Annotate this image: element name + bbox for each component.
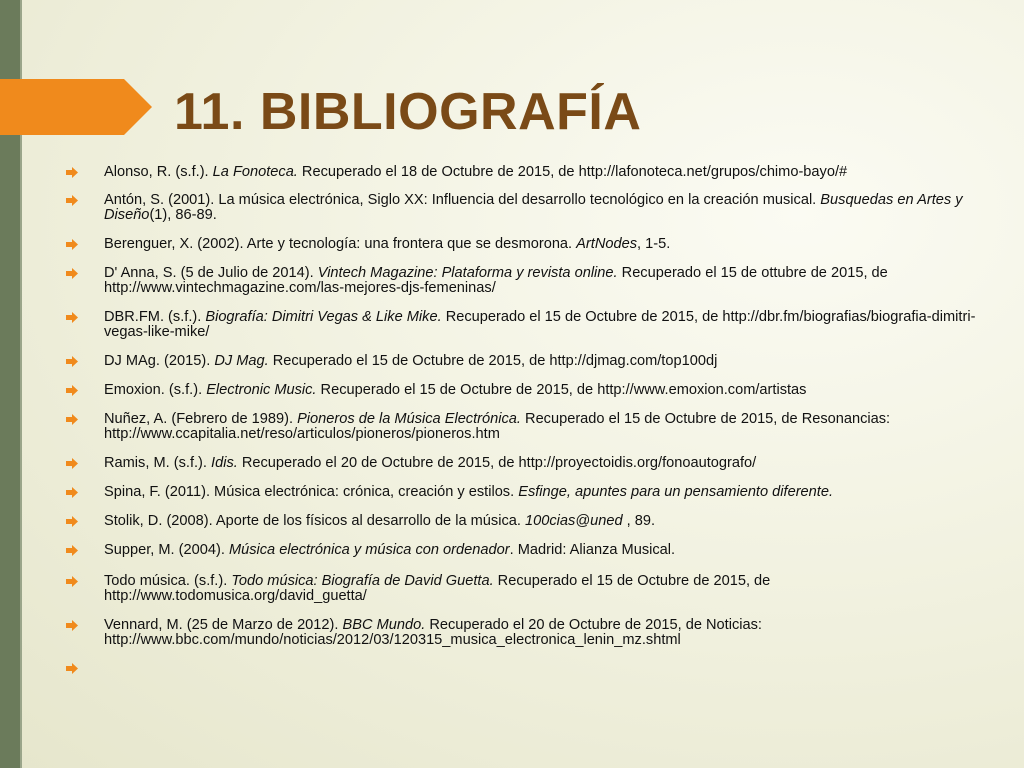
entry-italic-segment: Pioneros de la Música Electrónica. xyxy=(297,411,521,427)
entry-segment: Recuperado el 15 de Octubre de 2015, de http://djmag.com/top100dj xyxy=(268,353,718,369)
entry-text xyxy=(104,383,1004,398)
entry-segment: , 1-5. xyxy=(637,236,671,252)
entry-text xyxy=(104,193,1004,223)
entry-italic-segment: Biografía: Dimitri Vegas & Like Mike. xyxy=(205,309,442,325)
right-arrow-bullet-icon xyxy=(66,663,78,674)
entry-segment: D' Anna, S. (5 de Julio de 2014). xyxy=(104,265,318,281)
right-arrow-bullet-icon xyxy=(66,385,78,396)
bibliography-entry xyxy=(104,574,1004,604)
right-arrow-bullet-icon xyxy=(66,620,78,631)
entry-italic-segment: Busquedas en Artes y Diseño xyxy=(104,192,963,223)
right-arrow-bullet-icon xyxy=(66,239,78,250)
entry-segment: , 89. xyxy=(622,513,656,529)
bibliography-entry xyxy=(104,383,1004,398)
entry-italic-segment: Música electrónica y música con ordenador xyxy=(228,542,510,558)
entry-italic-segment: La Fonoteca. xyxy=(212,164,298,180)
right-arrow-bullet-icon xyxy=(66,487,78,498)
entry-text xyxy=(104,237,1004,252)
bibliography-entry xyxy=(104,456,1004,471)
slide-title: 11. BIBLIOGRAFÍA xyxy=(174,83,642,141)
entry-italic-segment: Electronic Music. xyxy=(206,382,317,398)
entry-segment: Stolik, D. (2008). Aporte de los físicos al desarrollo de la música. xyxy=(104,513,525,529)
entry-segment: (1), 86-89. xyxy=(149,207,217,223)
entry-segment: Recuperado el 15 de ottubre de 2015, de http://www.vintechmagazine.com/las-mejores-djs-femeninas/ xyxy=(104,265,888,296)
bibliography-entry xyxy=(104,485,1004,500)
entry-segment: DJ MAg. (2015). xyxy=(104,353,215,369)
entry-segment: Recuperado el 15 de Octubre de 2015, de http://www.emoxion.com/artistas xyxy=(316,382,807,398)
entry-italic-segment: ArtNodes xyxy=(576,236,638,252)
bibliography-entry xyxy=(104,237,1004,252)
right-arrow-bullet-icon xyxy=(66,167,78,178)
entry-segment: Recuperado el 20 de Octubre de 2015, de Noticias: http://www.bbc.com/mundo/noticias/2012/03/120315_musica_electronica_lenin_mz.shtml xyxy=(104,617,762,648)
entry-text xyxy=(104,354,1004,369)
entry-text xyxy=(104,618,1004,648)
entry-text xyxy=(104,266,1004,296)
bibliography-entry xyxy=(104,543,1004,558)
entry-segment: DBR.FM. (s.f.). xyxy=(104,309,206,325)
entry-italic-segment: Todo música: Biografía de David Guetta. xyxy=(231,573,494,589)
bibliography-entry xyxy=(104,266,1004,296)
entry-segment: Recuperado el 18 de Octubre de 2015, de http://lafonoteca.net/grupos/chimo-bayo/# xyxy=(297,164,848,180)
right-arrow-bullet-icon xyxy=(66,195,78,206)
entry-italic-segment: Esfinge, apuntes para un pensamiento diferente. xyxy=(518,484,834,500)
entry-segment: Recuperado el 15 de Octubre de 2015, de http://dbr.fm/biografias/biografia-dimitri-vegas-like-mike/ xyxy=(104,309,976,340)
entry-segment: Alonso, R. (s.f.). xyxy=(104,164,213,180)
entry-text xyxy=(104,310,1004,340)
right-arrow-bullet-icon xyxy=(66,268,78,279)
bibliography-entry xyxy=(104,193,1004,223)
entry-segment: . Madrid: Alianza Musical. xyxy=(509,542,676,558)
entry-text xyxy=(104,456,1004,471)
entry-text xyxy=(104,543,1004,558)
entry-segment: Berenguer, X. (2002). Arte y tecnología: una frontera que se desmorona. xyxy=(104,236,577,252)
entry-segment: Recuperado el 15 de Octubre de 2015, de http://www.todomusica.org/david_guetta/ xyxy=(104,573,771,604)
entry-segment: Ramis, M. (s.f.). xyxy=(104,455,212,471)
bibliography-entry xyxy=(104,165,1004,180)
entry-italic-segment: 100cias@uned xyxy=(524,513,623,529)
entry-segment: Emoxion. (s.f.). xyxy=(104,382,207,398)
entry-segment: Recuperado el 20 de Octubre de 2015, de http://proyectoidis.org/fonoautografo/ xyxy=(237,455,757,471)
right-arrow-bullet-icon xyxy=(66,414,78,425)
entry-segment: Recuperado el 15 de Octubre de 2015, de Resonancias: http://www.ccapitalia.net/reso/articulos/pioneros/pioneros.htm xyxy=(104,411,891,442)
entry-text xyxy=(104,412,1004,442)
entry-segment: Spina, F. (2011). Música electrónica: crónica, creación y estilos. xyxy=(104,484,519,500)
entry-text xyxy=(104,574,1004,604)
entry-segment: Antón, S. (2001). La música electrónica, Siglo XX: Influencia del desarrollo tecnológico en la creación musical. xyxy=(104,192,821,208)
right-arrow-bullet-icon xyxy=(66,458,78,469)
entry-segment: Vennard, M. (25 de Marzo de 2012). xyxy=(104,617,343,633)
bibliography-entry xyxy=(104,412,1004,442)
right-arrow-bullet-icon xyxy=(66,356,78,367)
bibliography-entry xyxy=(104,514,1004,529)
bibliography-entry xyxy=(104,310,1004,340)
entry-italic-segment: DJ Mag. xyxy=(214,353,269,369)
bibliography-entry xyxy=(104,354,1004,369)
entry-italic-segment: Vintech Magazine: Plataforma y revista online. xyxy=(317,265,618,281)
right-arrow-bullet-icon xyxy=(66,576,78,587)
entry-segment: Todo música. (s.f.). xyxy=(104,573,232,589)
entry-italic-segment: Idis. xyxy=(211,455,238,471)
entry-text xyxy=(104,165,1004,180)
right-arrow-bullet-icon xyxy=(66,545,78,556)
entry-segment: Nuñez, A. (Febrero de 1989). xyxy=(104,411,298,427)
right-arrow-bullet-icon xyxy=(66,312,78,323)
right-arrow-bullet-icon xyxy=(66,516,78,527)
entry-text xyxy=(104,514,1004,529)
entry-segment: Supper, M. (2004). xyxy=(104,542,229,558)
entry-text xyxy=(104,485,1004,500)
bibliography-entry xyxy=(104,618,1004,648)
entry-italic-segment: BBC Mundo. xyxy=(342,617,426,633)
